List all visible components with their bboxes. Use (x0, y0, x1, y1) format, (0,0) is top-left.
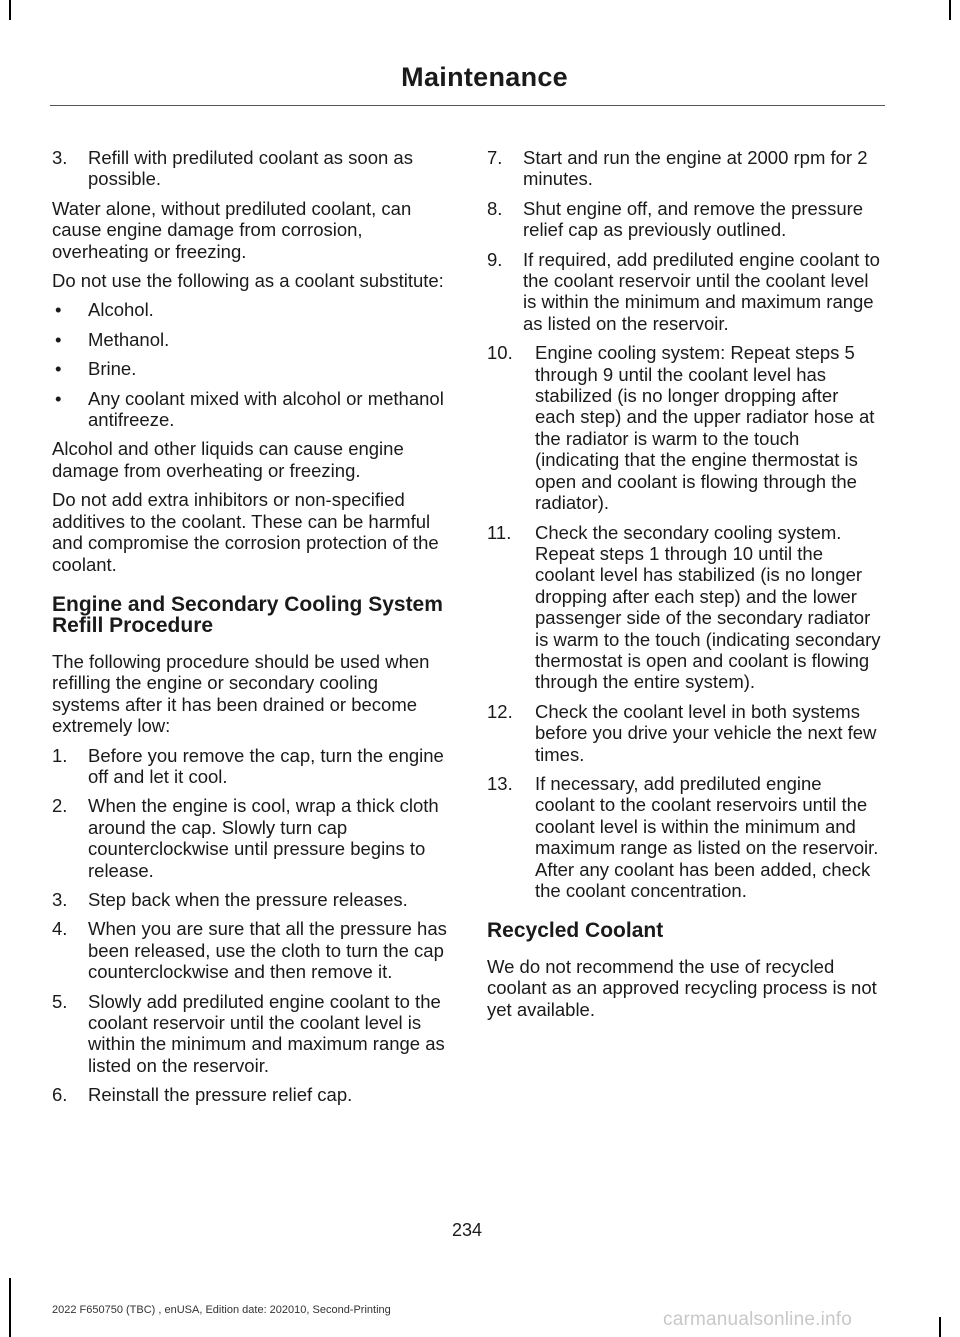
bullet-icon: • (55, 387, 62, 409)
paragraph-inhibitors: Do not add extra inhibitors or non-specified additives to the coolant. These can be harmful and compromise the corrosion protection of the coolant. (52, 489, 439, 575)
right-column (487, 147, 882, 1028)
step-number: 9. (487, 248, 503, 270)
crop-mark-bottom-left (9, 1278, 11, 1337)
step-text: When you are sure that all the pressure has been released, use the cloth to turn the cap counterclockwise and then remove it. (88, 918, 447, 983)
step-number: 6. (52, 1084, 68, 1106)
bullet-item (52, 299, 448, 320)
step-text: Step back when the pressure releases. (88, 888, 408, 910)
list-item (487, 198, 882, 241)
list-item (487, 773, 882, 901)
step-number: 3. (52, 147, 68, 168)
step-text: When the engine is cool, wrap a thick cloth around the cap. Slowly turn cap counterclockwise until pressure begins to release. (88, 795, 439, 881)
bullet-icon: • (55, 299, 62, 321)
list-item (52, 795, 448, 881)
step-text: Slowly add prediluted engine coolant to the coolant reservoir until the coolant level is within the minimum and maximum range as listed on the reservoir. (88, 990, 445, 1076)
section-heading-recycled: Recycled Coolant (487, 919, 664, 943)
section-heading-refill: Engine and Secondary Cooling System Refill Procedure (52, 592, 443, 638)
step-text: Start and run the engine at 2000 rpm for 2 minutes. (523, 147, 868, 190)
step-number: 7. (487, 147, 503, 168)
step-text: If required, add prediluted engine coolant to the coolant reservoir until the coolant level is within the minimum and maximum range as listed on the reservoir. (523, 248, 880, 334)
list-item (52, 918, 448, 982)
paragraph-water: Water alone, without prediluted coolant, can cause engine damage from corrosion, overheating or freezing. (52, 197, 412, 262)
list-item (52, 889, 448, 910)
list-item (52, 991, 448, 1077)
page-number: 234 (451, 1220, 483, 1240)
page-title: Maintenance (401, 62, 568, 92)
crop-mark-bottom-right (939, 1317, 941, 1337)
step-number: 11. (487, 521, 512, 543)
step-number: 10. (487, 342, 513, 364)
crop-mark-top-right (949, 0, 951, 20)
watermark: carmanualsonline.info (663, 1309, 853, 1330)
step-number: 13. (487, 772, 513, 794)
bullet-item (52, 329, 448, 350)
step-text: If necessary, add prediluted engine coolant to the coolant reservoirs until the coolant level is within the minimum and maximum range as listed on the reservoir. After any coolant has been added, check the coolant concentration. (535, 772, 879, 901)
edition-footer: 2022 F650750 (TBC) , enUSA, Edition date: 202010, Second-Printing (52, 1304, 391, 1316)
list-item (52, 745, 448, 788)
step-text: Reinstall the pressure relief cap. (88, 1084, 353, 1106)
paragraph-procedure: The following procedure should be used when refilling the engine or secondary cooling systems after it has been drained or become extremely low: (52, 650, 430, 737)
step-number: 2. (52, 795, 68, 817)
step-text: Before you remove the cap, turn the engine off and let it cool. (88, 744, 444, 787)
left-column (52, 147, 448, 1114)
list-item (487, 522, 882, 693)
step-number: 12. (487, 700, 513, 722)
bullet-item (52, 388, 448, 431)
bullet-icon: • (55, 358, 62, 380)
step-text: Engine cooling system: Repeat steps 5 through 9 until the coolant level has stabilized (is no longer dropping after each step) and the upper radiator hose at the radiator is warm to the touch (indicating that the engine thermostat is open and coolant is flowing through the radiator). (535, 342, 875, 514)
list-item (487, 701, 882, 765)
list-item (487, 249, 882, 335)
list-item (487, 342, 882, 513)
bullet-text: Brine. (88, 358, 137, 380)
bullet-text: Alcohol. (88, 299, 154, 321)
step-number: 1. (52, 744, 68, 766)
step-text: Refill with prediluted coolant as soon as possible. (88, 147, 413, 190)
bullet-text: Methanol. (88, 328, 170, 350)
paragraph-substitute: Do not use the following as a coolant substitute: (52, 270, 444, 292)
header-divider (50, 105, 885, 106)
bullet-text: Any coolant mixed with alcohol or methanol antifreeze. (88, 387, 444, 431)
step-number: 3. (52, 888, 68, 910)
step-text: Check the coolant level in both systems before you drive your vehicle the next few times. (535, 700, 877, 765)
step-number: 8. (487, 197, 503, 219)
list-item (52, 147, 448, 190)
bullet-icon: • (55, 328, 62, 350)
paragraph-recycled: We do not recommend the use of recycled coolant as an approved recycling process is not yet available. (487, 955, 877, 1020)
step-number: 5. (52, 990, 68, 1012)
step-text: Shut engine off, and remove the pressure relief cap as previously outlined. (523, 197, 864, 241)
step-text: Check the secondary cooling system. Repeat steps 1 through 10 until the coolant level has stabilized (is no longer dropping after each step) and the lower passenger side of the secondary radiator is warm to the touch (indicating secondary thermostat is open and coolant is flowing through the entire system). (535, 521, 881, 693)
paragraph-alcohol: Alcohol and other liquids can cause engine damage from overheating or freezing. (52, 438, 404, 481)
list-item (487, 147, 882, 190)
step-number: 4. (52, 918, 68, 940)
list-item (52, 1084, 448, 1105)
bullet-item (52, 358, 448, 379)
crop-mark-top-left (9, 0, 11, 20)
